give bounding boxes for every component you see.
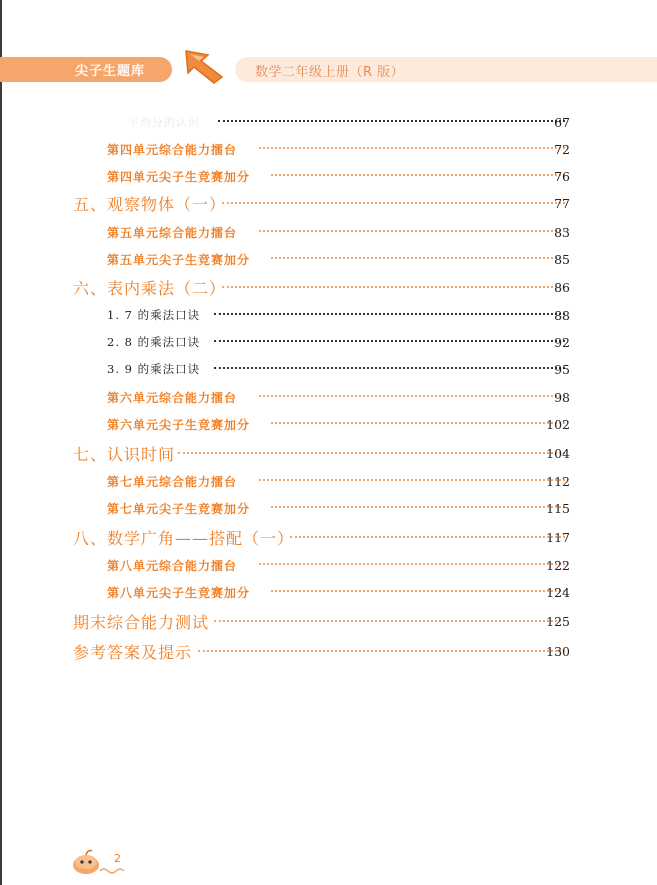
toc-entry-title: 第四单元尖子生竞赛加分	[107, 170, 251, 184]
arrow-up-left-icon	[182, 49, 226, 85]
toc-leader	[271, 174, 565, 176]
toc-page-number: 85	[554, 252, 570, 267]
toc-entry-title: 第五单元尖子生竞赛加分	[107, 253, 251, 267]
toc-leader	[214, 367, 565, 369]
toc-leader	[290, 536, 565, 538]
toc-entry[interactable]	[0, 165, 657, 187]
toc-page-number: 72	[554, 142, 570, 157]
toc-entry[interactable]	[0, 248, 657, 270]
toc-entry-title: 第七单元综合能力擂台	[107, 475, 238, 489]
toc-leader	[259, 479, 565, 481]
toc-lesson[interactable]	[0, 358, 657, 380]
brand-banner	[0, 57, 172, 82]
toc-lesson-title: 3. 9 的乘法口诀	[107, 362, 201, 376]
toc-leader	[259, 147, 565, 149]
toc-page-number: 104	[546, 446, 570, 461]
toc-chapter-title: 期末综合能力测试	[73, 613, 210, 632]
toc-entry-title: 第六单元尖子生竞赛加分	[107, 418, 251, 432]
toc-lesson[interactable]	[0, 331, 657, 353]
toc-entry[interactable]	[0, 554, 657, 576]
toc-page-number: 130	[546, 644, 570, 659]
toc-entry[interactable]	[0, 470, 657, 492]
toc-chapter-title: 参考答案及提示	[73, 643, 193, 662]
toc-page-number: 95	[554, 362, 570, 377]
toc-page-number: 125	[546, 614, 570, 629]
toc-entry[interactable]	[0, 221, 657, 243]
toc-entry-title: 第四单元综合能力擂台	[107, 143, 238, 157]
toc-leader	[214, 340, 565, 342]
page-number: 2	[114, 852, 121, 865]
toc-entry-title: 第五单元综合能力擂台	[107, 226, 238, 240]
toc-entry[interactable]	[0, 111, 657, 133]
toc-page-number: 124	[546, 585, 570, 600]
toc-entry-title: 平均分的认识	[128, 116, 200, 129]
toc-page-number: 112	[546, 474, 570, 489]
toc-chapter-title: 五、观察物体（一）	[73, 195, 227, 214]
toc-leader	[198, 650, 565, 652]
toc-page-number: 86	[554, 280, 570, 295]
brand-label: 尖子生题库	[75, 64, 146, 79]
toc-leader	[178, 452, 565, 454]
toc-entry[interactable]	[0, 138, 657, 160]
toc-chapter[interactable]	[0, 192, 657, 214]
toc-entry[interactable]	[0, 497, 657, 519]
toc-entry-title: 第八单元综合能力擂台	[107, 559, 238, 573]
toc-page-number: 67	[554, 115, 570, 130]
toc-lesson-title: 2. 8 的乘法口诀	[107, 335, 201, 349]
toc-page-number: 92	[554, 335, 570, 350]
toc-chapter[interactable]	[0, 276, 657, 298]
toc-chapter-title: 八、数学广角——搭配（一）	[73, 529, 295, 548]
toc-leader	[271, 257, 565, 259]
book-title-banner	[235, 57, 657, 82]
toc-leader	[259, 563, 565, 565]
toc-page-number: 88	[554, 308, 570, 323]
mascot-icon	[72, 845, 132, 875]
toc-lesson[interactable]	[0, 304, 657, 326]
toc-chapter-title: 六、表内乘法（二）	[73, 279, 227, 298]
toc-page-number: 77	[554, 196, 570, 211]
toc-leader	[271, 590, 565, 592]
toc-leader	[271, 506, 565, 508]
toc-page-number: 117	[546, 530, 570, 545]
toc-lesson-title: 1. 7 的乘法口诀	[107, 308, 201, 322]
toc-leader	[214, 620, 565, 622]
toc-chapter[interactable]	[0, 442, 657, 464]
toc-chapter[interactable]	[0, 610, 657, 632]
toc-entry[interactable]	[0, 386, 657, 408]
book-title: 数学二年级上册（R 版）	[255, 65, 405, 80]
toc-entry-title: 第八单元尖子生竞赛加分	[107, 586, 251, 600]
toc-leader	[271, 422, 565, 424]
toc-leader	[214, 313, 565, 315]
toc-page-number: 122	[546, 558, 570, 573]
toc-leader	[222, 286, 565, 288]
toc-leader	[259, 230, 565, 232]
toc-chapter[interactable]	[0, 526, 657, 548]
toc-entry[interactable]	[0, 413, 657, 435]
toc-entry[interactable]	[0, 581, 657, 603]
toc-page-number: 83	[554, 225, 570, 240]
toc-page-number: 98	[554, 390, 570, 405]
toc-page-number: 76	[554, 169, 570, 184]
toc-entry-title: 第七单元尖子生竞赛加分	[107, 502, 251, 516]
toc-page-number: 115	[546, 501, 570, 516]
toc-leader	[218, 120, 565, 122]
toc-leader	[222, 202, 565, 204]
toc-entry-title: 第六单元综合能力擂台	[107, 391, 238, 405]
toc-chapter-title: 七、认识时间	[73, 445, 176, 464]
toc-page-number: 102	[546, 417, 570, 432]
toc-leader	[259, 395, 565, 397]
toc-chapter[interactable]	[0, 640, 657, 662]
